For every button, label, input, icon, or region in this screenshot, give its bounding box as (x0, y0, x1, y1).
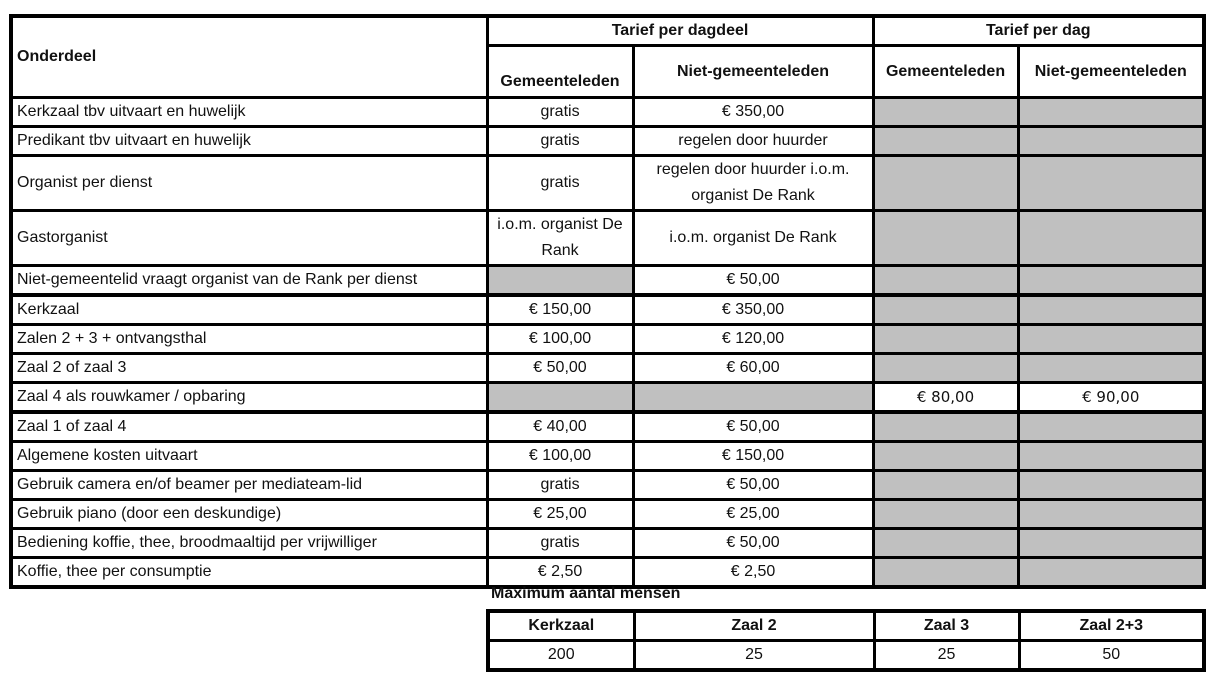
capacity-header-zaal-2-3: Zaal 2+3 (1019, 611, 1204, 641)
table-row (11, 295, 1204, 325)
empty-shaded-cell (873, 295, 1018, 325)
empty-shaded-cell (873, 412, 1018, 442)
row-label: Gebruik piano (door een deskundige) (11, 500, 487, 529)
empty-shaded-cell (1018, 558, 1204, 588)
empty-shaded-cell (1018, 500, 1204, 529)
cell-niet: € 50,00 (633, 529, 873, 558)
table-row (11, 529, 1204, 558)
capacity-value-kerkzaal: 200 (488, 641, 634, 671)
cell-gem: i.o.m. organist De Rank (487, 211, 633, 266)
header-dagdeel-niet-gemeenteleden: Niet-gemeenteleden (633, 46, 873, 98)
cell-niet: € 60,00 (633, 354, 873, 383)
capacity-header-zaal-3: Zaal 3 (874, 611, 1019, 641)
cell-niet: € 350,00 (633, 98, 873, 127)
row-label: Kerkzaal (11, 295, 487, 325)
capacity-header-zaal-2: Zaal 2 (634, 611, 874, 641)
header-dag-gemeenteleden: Gemeenteleden (873, 46, 1018, 98)
cell-gem: € 50,00 (487, 354, 633, 383)
table-row (11, 471, 1204, 500)
cell-niet: € 2,50 (633, 558, 873, 588)
empty-shaded-cell (873, 354, 1018, 383)
table-row (11, 266, 1204, 296)
row-label: Bediening koffie, thee, broodmaaltijd per vrijwilliger (11, 529, 487, 558)
row-label: Algemene kosten uitvaart (11, 442, 487, 471)
table-row (11, 558, 1204, 588)
cell-gem: gratis (487, 98, 633, 127)
cell-niet: regelen door huurder i.o.m. organist De Rank (633, 156, 873, 211)
empty-shaded-cell (1018, 156, 1204, 211)
cell-niet: € 50,00 (633, 266, 873, 296)
cell-niet: regelen door huurder (633, 127, 873, 156)
cell-niet: € 50,00 (633, 412, 873, 442)
cell-gem: € 25,00 (487, 500, 633, 529)
empty-shaded-cell (873, 266, 1018, 296)
cell-dag-gem: € 80,00 (873, 383, 1018, 413)
table-row (11, 500, 1204, 529)
cell-dag-niet: € 90,00 (1018, 383, 1204, 413)
empty-shaded-cell (1018, 325, 1204, 354)
row-label: Niet-gemeentelid vraagt organist van de Rank per dienst (11, 266, 487, 296)
header-dagdeel-gemeenteleden: Gemeenteleden (487, 46, 633, 98)
cell-gem: € 40,00 (487, 412, 633, 442)
header-tarief-per-dagdeel: Tarief per dagdeel (487, 16, 873, 46)
row-label: Zalen 2 + 3 + ontvangsthal (11, 325, 487, 354)
capacity-value-zaal-2-3: 50 (1019, 641, 1204, 671)
capacity-value-zaal-2: 25 (634, 641, 874, 671)
empty-shaded-cell (1018, 266, 1204, 296)
cell-gem: € 100,00 (487, 442, 633, 471)
table-row (11, 98, 1204, 127)
empty-shaded-cell (1018, 412, 1204, 442)
row-label: Zaal 1 of zaal 4 (11, 412, 487, 442)
table-row (11, 383, 1204, 413)
row-label: Koffie, thee per consumptie (11, 558, 487, 588)
cell-gem: gratis (487, 127, 633, 156)
empty-shaded-cell (633, 383, 873, 413)
empty-shaded-cell (873, 325, 1018, 354)
table-row (11, 325, 1204, 354)
header-dag-niet-gemeenteleden: Niet-gemeenteleden (1018, 46, 1204, 98)
table-row (11, 211, 1204, 266)
capacity-table (486, 609, 1206, 672)
row-label: Gebruik camera en/of beamer per mediateam-lid (11, 471, 487, 500)
row-label: Zaal 2 of zaal 3 (11, 354, 487, 383)
empty-shaded-cell (1018, 354, 1204, 383)
header-tarief-per-dag: Tarief per dag (873, 16, 1204, 46)
table-row (11, 127, 1204, 156)
row-label: Organist per dienst (11, 156, 487, 211)
cell-niet: i.o.m. organist De Rank (633, 211, 873, 266)
empty-shaded-cell (487, 383, 633, 413)
table-row (11, 354, 1204, 383)
empty-shaded-cell (1018, 211, 1204, 266)
empty-shaded-cell (873, 500, 1018, 529)
cell-niet: € 25,00 (633, 500, 873, 529)
row-label: Predikant tbv uitvaart en huwelijk (11, 127, 487, 156)
row-label: Zaal 4 als rouwkamer / opbaring (11, 383, 487, 413)
capacity-value-zaal-3: 25 (874, 641, 1019, 671)
cell-gem: € 100,00 (487, 325, 633, 354)
row-label: Kerkzaal tbv uitvaart en huwelijk (11, 98, 487, 127)
cell-gem: gratis (487, 529, 633, 558)
header-onderdeel: Onderdeel (11, 16, 487, 98)
empty-shaded-cell (1018, 471, 1204, 500)
capacity-header-kerkzaal: Kerkzaal (488, 611, 634, 641)
cell-gem: gratis (487, 471, 633, 500)
table-row (11, 156, 1204, 211)
row-label: Gastorganist (11, 211, 487, 266)
cell-niet: € 350,00 (633, 295, 873, 325)
table-row (11, 412, 1204, 442)
cell-niet: € 50,00 (633, 471, 873, 500)
cell-niet: € 150,00 (633, 442, 873, 471)
cell-gem: € 150,00 (487, 295, 633, 325)
empty-shaded-cell (873, 127, 1018, 156)
capacity-title: Maximum aantal mensen (491, 585, 681, 602)
empty-shaded-cell (873, 471, 1018, 500)
tariff-table (9, 14, 1206, 589)
empty-shaded-cell (873, 558, 1018, 588)
empty-shaded-cell (1018, 127, 1204, 156)
empty-shaded-cell (873, 156, 1018, 211)
empty-shaded-cell (487, 266, 633, 296)
empty-shaded-cell (1018, 442, 1204, 471)
table-row (11, 442, 1204, 471)
empty-shaded-cell (1018, 98, 1204, 127)
empty-shaded-cell (873, 211, 1018, 266)
empty-shaded-cell (1018, 295, 1204, 325)
cell-gem: gratis (487, 156, 633, 211)
empty-shaded-cell (873, 442, 1018, 471)
empty-shaded-cell (873, 529, 1018, 558)
empty-shaded-cell (873, 98, 1018, 127)
empty-shaded-cell (1018, 529, 1204, 558)
cell-gem: € 2,50 (487, 558, 633, 588)
cell-niet: € 120,00 (633, 325, 873, 354)
